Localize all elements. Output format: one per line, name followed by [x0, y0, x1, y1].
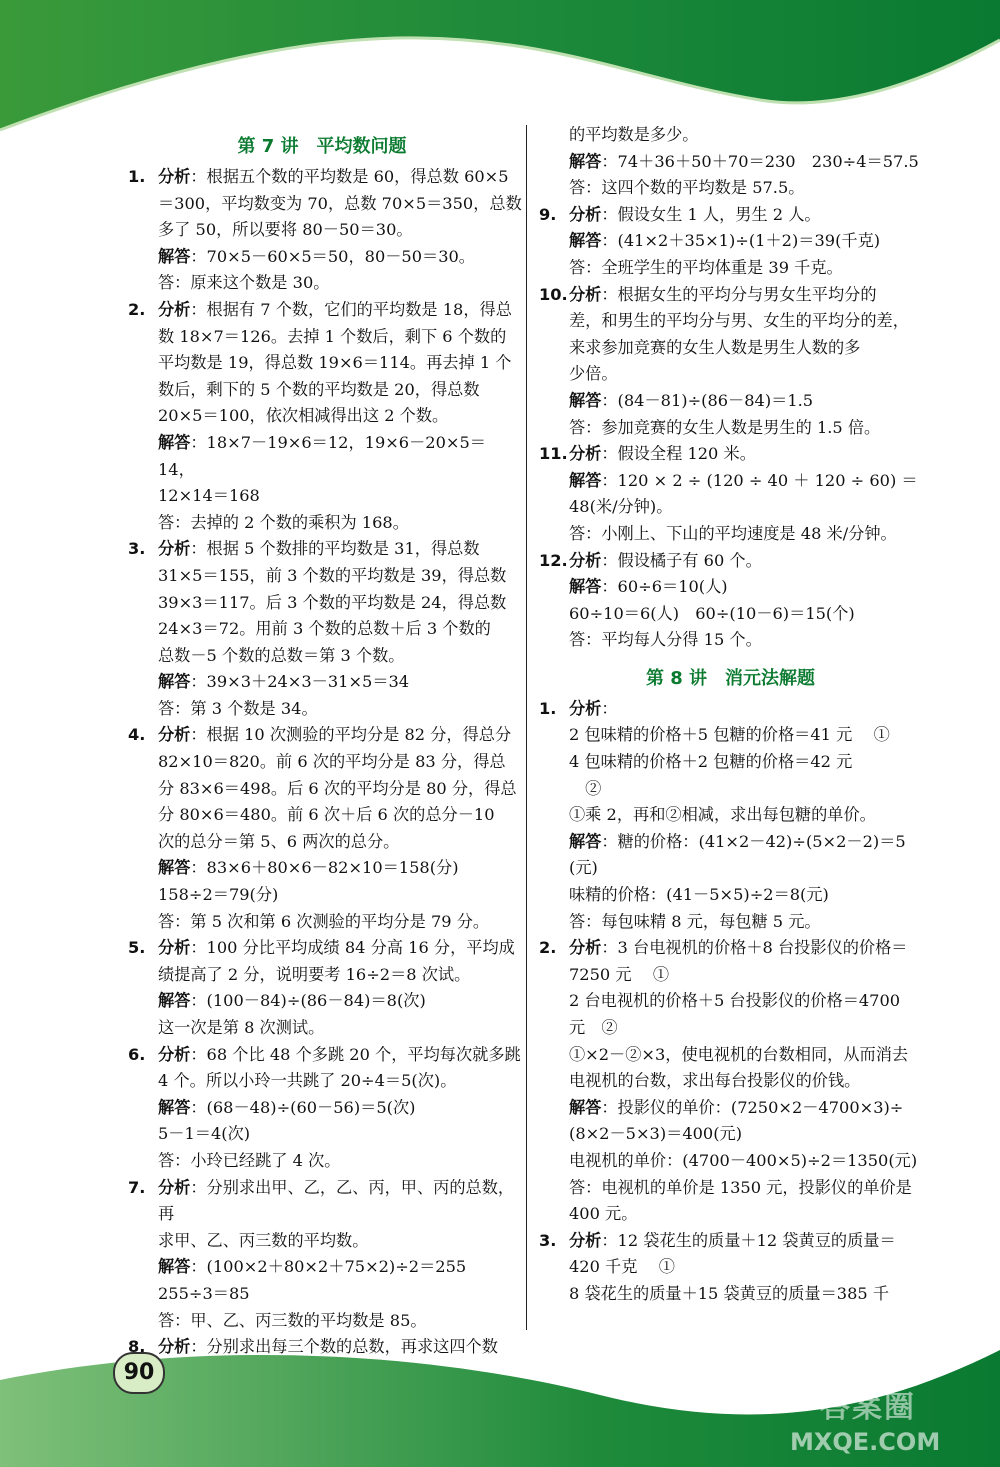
answer-line [569, 722, 928, 749]
line-text: 420 千克 ① [569, 1257, 675, 1277]
answer-line [569, 415, 928, 442]
line-label: 解答 [158, 246, 191, 266]
answer-line [158, 590, 522, 617]
line-text: 多了 50，所以要将 80－50＝30。 [158, 220, 413, 240]
answer-line [158, 909, 522, 936]
answer-line [158, 643, 522, 670]
right-column [533, 122, 928, 1308]
answer-line [569, 962, 928, 989]
line-text: 绩提高了 2 分，说明要考 16÷2＝8 次试。 [158, 964, 471, 984]
line-text: 5－1＝4(次) [158, 1124, 251, 1144]
answer-line [158, 483, 522, 510]
answer-line [158, 829, 522, 856]
line-label: 解答 [158, 1257, 191, 1277]
answer-line-labeled [569, 149, 928, 176]
line-text: ：分别求出每三个数的总数，再求这四个数 [190, 1337, 498, 1357]
question-number: 3. [128, 539, 146, 559]
line-text: ：投影仪的单价：(7250×2－4700×3)÷ [601, 1097, 904, 1117]
line-text: ：3 台电视机的价格＋8 台投影仪的价格＝ [601, 938, 908, 958]
answer-line-labeled [569, 696, 928, 723]
answer-line [569, 175, 928, 202]
answer-line-labeled [158, 1334, 522, 1361]
question-item [533, 441, 928, 547]
question-item [533, 548, 928, 654]
line-text: 来求参加竞赛的女生人数是男生人数的多 [569, 337, 861, 357]
answer-line-labeled [158, 1042, 522, 1069]
line-text: 31×5＝155，前 3 个数的平均数是 39，得总数 [158, 565, 507, 585]
line-text: 的平均数是多少。 [569, 125, 699, 144]
line-text: ：83×6＋80×6－82×10＝158(分) [190, 858, 459, 878]
answer-line [158, 270, 522, 297]
answer-line [569, 1254, 928, 1281]
question-item [533, 1228, 928, 1308]
answer-line [569, 521, 928, 548]
question-number: 1. [128, 167, 146, 186]
answer-line [158, 217, 522, 244]
line-label: 分析 [569, 1230, 602, 1250]
line-text: 数后，剩下的 5 个数的平均数是 20，得总数 [158, 379, 480, 399]
line-text: 答：原来这个数是 30。 [158, 273, 330, 293]
answer-line [569, 361, 928, 388]
answer-line-labeled [158, 1095, 522, 1122]
line-text: ：根据 5 个数排的平均数是 31，得总数 [190, 539, 480, 559]
answer-line-labeled [569, 829, 928, 856]
answer-line [158, 696, 522, 723]
line-text: ：(100×2＋80×2＋75×2)÷2＝255 [190, 1257, 467, 1277]
question-item [122, 164, 522, 297]
question-item [122, 1334, 522, 1361]
question-item [122, 536, 522, 722]
line-label: 分析 [158, 938, 191, 958]
line-text: ② [569, 778, 602, 798]
line-text: ：39×3＋24×3－31×5＝34 [190, 672, 410, 692]
answer-line-labeled [158, 297, 522, 324]
section-title-8: 第 8 讲 消元法解题 [645, 667, 816, 689]
question-item [122, 1175, 522, 1335]
line-text: ：70×5－60×5＝50，80－50＝30。 [190, 246, 475, 266]
answer-line [569, 1042, 928, 1069]
line-text: ：74＋36＋50＋70＝230 230÷4＝57.5 [601, 151, 919, 171]
answer-line-labeled [569, 282, 928, 309]
line-text: 答：平均每人分得 15 个。 [569, 630, 762, 650]
question-number: 10. [539, 284, 568, 304]
line-label: 解答 [569, 470, 602, 490]
question-item [122, 935, 522, 1041]
line-text: 差，和男生的平均分与男、女生的平均分的差， [569, 311, 909, 331]
right-question-list-a [533, 202, 928, 654]
answer-line [569, 776, 928, 803]
answer-line [158, 962, 522, 989]
question-number: 8. [128, 1337, 146, 1357]
line-text: ：18×7－19×6＝12，19×6－20×5＝14， [158, 432, 486, 479]
line-text: 255÷3＝85 [158, 1283, 250, 1303]
answer-line [158, 324, 522, 351]
line-text: ：120 × 2 ÷ (120 ÷ 40 ＋ 120 ÷ 60) ＝ [601, 470, 918, 490]
answer-line-labeled [569, 548, 928, 575]
line-text: ：根据女生的平均分与男女生平均分的 [601, 284, 877, 304]
answer-line [158, 350, 522, 377]
answer-line [569, 749, 928, 776]
question-number: 5. [128, 938, 146, 958]
line-label: 分析 [158, 539, 191, 559]
column-divider [526, 125, 527, 1330]
line-text: ：根据五个数的平均数是 60，得总数 60×5 [190, 167, 509, 186]
line-text: 答：第 5 次和第 6 次测验的平均分是 79 分。 [158, 911, 490, 931]
line-text: 数 18×7＝126。去掉 1 个数后，剩下 6 个数的 [158, 326, 507, 346]
right-question-list-b [533, 696, 928, 1308]
question-item [122, 722, 522, 935]
answer-line-labeled [158, 988, 522, 1015]
line-text: ：(68－48)÷(60－56)＝5(次) [190, 1097, 416, 1117]
section-title-7: 第 7 讲 平均数问题 [237, 136, 407, 157]
line-label: 解答 [158, 991, 191, 1011]
answer-line [158, 1228, 522, 1255]
answer-line-labeled [569, 935, 928, 962]
line-text: (8×2－5×3)＝400(元) [569, 1124, 743, 1144]
answer-line [569, 627, 928, 654]
line-text: ：(84－81)÷(86－84)＝1.5 [601, 390, 814, 410]
answer-line [569, 988, 928, 1015]
question-item [533, 282, 928, 442]
line-text: ：100 分比平均成绩 84 分高 16 分，平均成 [190, 938, 515, 958]
answer-line [569, 335, 928, 362]
line-text: ：(41×2＋35×1)÷(1＋2)＝39(千克) [601, 231, 881, 251]
answer-line-labeled [158, 855, 522, 882]
line-label: 分析 [569, 444, 602, 464]
answer-line [569, 855, 928, 882]
answer-line-labeled [569, 202, 928, 229]
answer-line-labeled [158, 1254, 522, 1281]
line-text: 答：全班学生的平均体重是 39 千克。 [569, 257, 843, 277]
line-text: ＝300，平均数变为 70，总数 70×5＝350，总数 [158, 193, 522, 213]
answer-line [158, 510, 522, 537]
answer-line [158, 882, 522, 909]
answer-line [158, 377, 522, 404]
page-number: 90 [113, 1352, 165, 1394]
answer-line [569, 1015, 928, 1042]
answer-line [158, 1281, 522, 1308]
line-text: ：糖的价格：(41×2－42)÷(5×2－2)＝5 [601, 831, 906, 851]
answer-line [569, 308, 928, 335]
answer-line-labeled [158, 935, 522, 962]
line-text: ：(100－84)÷(86－84)＝8(次) [190, 991, 426, 1011]
answer-line-labeled [158, 536, 522, 563]
line-text: 答：第 3 个数是 34。 [158, 698, 318, 718]
line-text: ：根据有 7 个数，它们的平均数是 18，得总 [190, 299, 512, 319]
line-text: 158÷2＝79(分) [158, 885, 279, 905]
line-text: 电视机的台数，求出每台投影仪的价钱。 [569, 1071, 861, 1091]
line-text: 答：甲、乙、丙三数的平均数是 85。 [158, 1310, 427, 1330]
line-label: 解答 [569, 577, 602, 597]
line-label: 分析 [158, 167, 191, 186]
answer-line [158, 1015, 522, 1042]
line-text: ①×2－②×3，使电视机的台数相同，从而消去 [569, 1044, 909, 1064]
line-label: 分析 [569, 938, 602, 958]
line-label: 分析 [158, 1044, 191, 1064]
line-text: 求甲、乙、丙三数的平均数。 [158, 1230, 369, 1250]
answer-line [569, 1068, 928, 1095]
line-text: 答：这四个数的平均数是 57.5。 [569, 178, 805, 198]
line-text: 元 ② [569, 1018, 618, 1037]
line-text: 20×5＝100，依次相减得出这 2 个数。 [158, 406, 449, 426]
line-label: 分析 [158, 1177, 191, 1197]
question-number: 6. [128, 1044, 146, 1064]
answer-line [569, 1281, 928, 1308]
watermark-url: MXQE.COM [790, 1428, 941, 1456]
answer-line [569, 494, 928, 521]
answer-line [569, 1148, 928, 1175]
answer-line [158, 749, 522, 776]
line-text: (元) [569, 858, 598, 878]
line-text: 2 包味精的价格＋5 包糖的价格＝41 元 ① [569, 725, 890, 745]
answer-line [569, 601, 928, 628]
line-text: 分 80×6＝480。前 6 次＋后 6 次的总分－10 [158, 805, 495, 825]
answer-line [158, 403, 522, 430]
answer-line-labeled [158, 722, 522, 749]
answer-line-labeled [569, 468, 928, 495]
answer-line [569, 909, 928, 936]
answer-line-labeled [569, 441, 928, 468]
line-text: ：12 袋花生的质量＋12 袋黄豆的质量＝ [601, 1230, 896, 1250]
answer-line-labeled [569, 388, 928, 415]
line-text: ：分别求出甲、乙，乙、丙，甲、丙的总数，再 [158, 1177, 515, 1224]
line-text: 总数－5 个数的总数＝第 3 个数。 [158, 645, 405, 665]
answer-line [158, 1121, 522, 1148]
question-number: 7. [128, 1177, 146, 1197]
line-text: 4 包味精的价格＋2 包糖的价格＝42 元 [569, 752, 853, 772]
question-number: 9. [539, 204, 557, 224]
line-label: 分析 [158, 299, 191, 319]
answer-line-labeled [158, 244, 522, 271]
answer-line-labeled [158, 1175, 522, 1228]
line-text: 电视机的单价：(4700－400×5)÷2＝1350(元) [569, 1150, 918, 1170]
answer-line [158, 802, 522, 829]
line-label: 解答 [158, 858, 191, 878]
line-label: 解答 [569, 1097, 602, 1117]
line-text: ①乘 2，再和②相减，求出每包糖的单价。 [569, 805, 876, 825]
answer-line [158, 616, 522, 643]
line-text: 分 83×6＝498。后 6 次的平均分是 80 分，得总 [158, 778, 517, 798]
answer-line [569, 122, 928, 149]
line-label: 分析 [158, 725, 191, 745]
line-text: 60÷10＝6(人) 60÷(10－6)＝15(个) [569, 603, 855, 623]
line-text: 平均数是 19，得总数 19×6＝114。再去掉 1 个 [158, 353, 512, 373]
line-text: 答：电视机的单价是 1350 元，投影仪的单价是 [569, 1177, 912, 1197]
answer-line-labeled [158, 430, 522, 483]
question-number: 3. [539, 1230, 557, 1250]
line-text: 24×3＝72。用前 3 个数的总数＋后 3 个数的 [158, 619, 491, 639]
answer-line [158, 1148, 522, 1175]
left-column [122, 122, 522, 1361]
left-question-list [122, 164, 522, 1361]
answer-line [569, 802, 928, 829]
question-number: 12. [539, 550, 568, 570]
line-label: 解答 [158, 432, 191, 452]
line-text: 答：每包味精 8 元，每包糖 5 元。 [569, 911, 821, 931]
answer-line-labeled [158, 669, 522, 696]
question-number: 11. [539, 444, 568, 464]
line-text: 7250 元 ① [569, 964, 670, 984]
answer-line [569, 882, 928, 909]
line-text: 2 台电视机的价格＋5 台投影仪的价格＝4700 [569, 991, 901, 1011]
line-label: 解答 [569, 831, 602, 851]
question-item [533, 935, 928, 1228]
answer-line [158, 776, 522, 803]
question-item [533, 202, 928, 282]
line-label: 解答 [158, 1097, 191, 1117]
line-label: 分析 [569, 550, 602, 570]
question-number: 2. [539, 938, 557, 958]
question-item [122, 1042, 522, 1175]
answer-line [158, 563, 522, 590]
answer-line [158, 1308, 522, 1335]
line-text: ：假设橘子有 60 个。 [601, 550, 762, 570]
question-number: 1. [539, 698, 557, 718]
line-text: 答：小玲已经跳了 4 次。 [158, 1150, 341, 1170]
answer-line [569, 1175, 928, 1202]
answer-line-labeled [569, 1228, 928, 1255]
line-label: 解答 [569, 151, 602, 171]
line-label: 分析 [569, 204, 602, 224]
line-label: 解答 [158, 672, 191, 692]
line-text: 答：参加竞赛的女生人数是男生的 1.5 倍。 [569, 417, 881, 437]
line-text: 39×3＝117。后 3 个数的平均数是 24，得总数 [158, 592, 507, 612]
line-label: 分析 [569, 698, 602, 718]
watermark-logo: 答案圈 [820, 1390, 916, 1425]
line-text: 少倍。 [569, 364, 618, 384]
answer-line [569, 255, 928, 282]
question-number: 4. [128, 725, 146, 745]
line-text: 4 个。所以小玲一共跳了 20÷4＝5(次)。 [158, 1071, 457, 1091]
line-text: ：假设女生 1 人，男生 2 人。 [601, 204, 821, 224]
line-text: 答：小刚上、下山的平均速度是 48 米/分钟。 [569, 523, 897, 543]
line-text: ：68 个比 48 个多跳 20 个，平均每次就多跳 [190, 1044, 521, 1064]
line-text: 8 袋花生的质量＋15 袋黄豆的质量＝385 千 [569, 1283, 890, 1303]
answer-line [158, 191, 522, 218]
line-text: 味精的价格：(41－5×5)÷2＝8(元) [569, 885, 829, 905]
line-text: 这一次是第 8 次测试。 [158, 1018, 325, 1037]
continued-answer [533, 122, 928, 202]
answer-line [158, 1068, 522, 1095]
answer-line-labeled [569, 1095, 928, 1122]
line-text: ：根据 10 次测验的平均分是 82 分，得总分 [190, 725, 512, 745]
question-item [533, 696, 928, 935]
line-text: ：假设全程 120 米。 [601, 444, 756, 464]
top-decorative-band [0, 0, 1000, 140]
question-item [122, 297, 522, 536]
answer-line-labeled [569, 574, 928, 601]
answer-line [569, 1121, 928, 1148]
line-text: 82×10＝820。前 6 次的平均分是 83 分，得总 [158, 752, 506, 772]
answer-line-labeled [569, 228, 928, 255]
line-label: 分析 [158, 1337, 191, 1357]
answer-line-labeled [158, 164, 522, 191]
line-text: 12×14＝168 [158, 486, 260, 506]
line-label: 解答 [569, 390, 602, 410]
question-number: 2. [128, 299, 146, 319]
line-text: 答：去掉的 2 个数的乘积为 168。 [158, 512, 409, 532]
answer-line [569, 1201, 928, 1228]
line-text: ：60÷6＝10(人) [601, 577, 728, 597]
line-text: 次的总分＝第 5、6 两次的总分。 [158, 831, 400, 851]
line-text: ： [601, 698, 618, 718]
line-label: 分析 [569, 284, 602, 304]
line-text: 48(米/分钟)。 [569, 497, 673, 517]
line-label: 解答 [569, 231, 602, 251]
line-text: 400 元。 [569, 1204, 638, 1224]
